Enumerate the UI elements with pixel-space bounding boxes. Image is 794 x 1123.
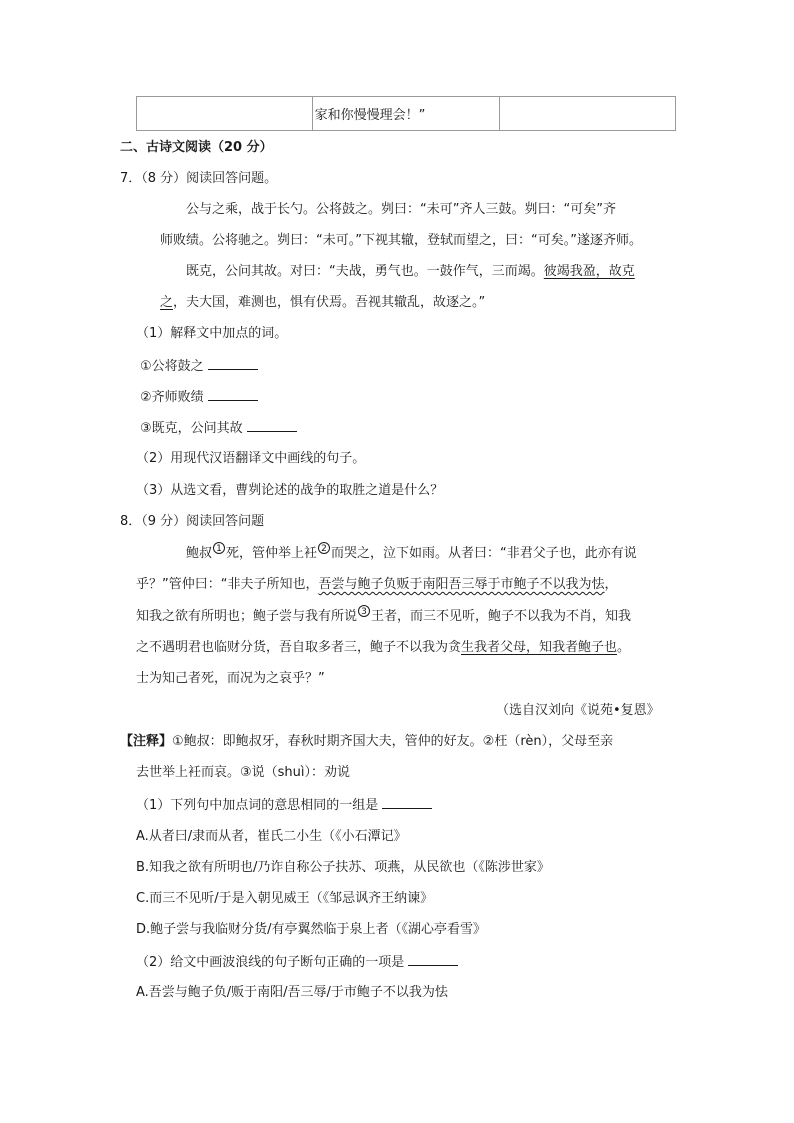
- question-text: （1）下列句中加点词的意思相同的一组是: [136, 798, 379, 813]
- question-text: （2）给文中画波浪线的句子断句正确的一项是: [136, 955, 405, 970]
- q8-option-d[interactable]: D.鲍子尝与我临财分货/有亭翼然临于泉上者（《湖心亭看雪》: [136, 922, 487, 937]
- passage-text: 死，管仲举上衽: [226, 546, 318, 561]
- q8-passage-line: [136, 639, 630, 657]
- answer-blank[interactable]: [382, 796, 432, 809]
- notes-label: 【注释】: [120, 734, 173, 749]
- q8-subquestion-1: [136, 796, 432, 815]
- item-text: ②齐师败绩: [140, 390, 204, 405]
- q7-subquestion-2: （2）用现代汉语翻译文中画线的句子。: [136, 451, 366, 466]
- underlined-sentence: 之: [160, 295, 174, 310]
- q7-passage-line: [160, 294, 485, 312]
- q8-notes-line: 去世举上衽而哀。③说（shuì）：劝说: [136, 765, 351, 780]
- q8-passage-line: 士为知己者死，而况为之哀乎？”: [136, 671, 325, 686]
- passage-text: 乎？”管仲曰：“非夫子所知也，: [136, 577, 319, 592]
- q8-subquestion-2: [136, 953, 458, 972]
- section-title: 二、古诗文阅读（20 分）: [120, 140, 273, 155]
- q7-item-1: [140, 357, 258, 376]
- passage-text: 知我之欲有所明也；鲍子尝与我有所说: [136, 609, 358, 624]
- q8-notes-line: [120, 733, 613, 751]
- passage-text: ，: [604, 577, 618, 592]
- q8-source: （选自汉刘向《说苑•复恩》: [496, 703, 660, 718]
- answer-blank[interactable]: [247, 419, 297, 432]
- footnote-marker: 2: [318, 542, 330, 554]
- answer-blank[interactable]: [208, 357, 258, 370]
- footnote-marker: 3: [358, 605, 370, 617]
- wavy-underlined-sentence: 吾尝与鲍子负贩于南阳吾三辱于市鲍子不以我为怯: [318, 577, 605, 592]
- q7-passage-line: 师败绩。公将驰之。刿曰：“未可。”下视其辙，登轼而望之，曰：“可矣。”遂逐齐师。: [160, 233, 642, 248]
- passage-text: 王者，而三不见听，鲍子不以我为不肖，知我: [371, 609, 632, 624]
- passage-text: 。: [617, 640, 631, 655]
- underlined-sentence: 生我者父母，知我者鲍子也: [461, 640, 618, 655]
- q8-option-b[interactable]: B.知我之欲有所明也/乃诈自称公子扶苏、项燕，从民欲也（《陈涉世家》: [136, 860, 550, 875]
- q7-item-3: [140, 419, 297, 438]
- table-row: [137, 97, 676, 131]
- q8-sub2-option-a[interactable]: A.吾尝与鲍子负/贩于南阳/吾三辱/于市鲍子不以我为怯: [136, 985, 448, 1000]
- table-cell-empty-left: [137, 97, 313, 131]
- passage-text: 既克，公问其故。对曰：“夫战，勇气也。一鼓作气，三而竭。: [186, 264, 544, 279]
- answer-blank[interactable]: [408, 953, 458, 966]
- q7-passage-line: 公与之乘，战于长勺。公将鼓之。刿曰：“未可”齐人三鼓。刿曰：“可矣”齐: [186, 202, 616, 217]
- passage-text: 而哭之，泣下如雨。从者曰：“非君父子也，此亦有说: [331, 546, 637, 561]
- q8-header: 8．（9 分）阅读回答问题: [120, 514, 265, 529]
- answer-table-fragment: [136, 96, 676, 131]
- q8-passage-line: [136, 576, 618, 594]
- passage-text: 鲍叔: [186, 546, 213, 561]
- q8-option-c[interactable]: C.而三不见听/于是入朝见威王（《邹忌讽齐王纳谏》: [136, 891, 434, 906]
- table-cell-text: 家和你慢慢理会！”: [312, 97, 500, 131]
- table-cell-empty-right: [500, 97, 676, 131]
- q8-passage-line: [186, 545, 637, 563]
- footnote-marker: 1: [213, 542, 225, 554]
- item-text: ①公将鼓之: [140, 359, 204, 374]
- passage-text: 之不遇明君也临财分货，吾自取多者三，鲍子不以我为贪: [136, 640, 462, 655]
- q7-subquestion-1: （1）解释文中加点的词。: [136, 326, 288, 341]
- q7-item-2: [140, 388, 258, 407]
- q7-header: 7．（8 分）阅读回答问题。: [120, 171, 278, 186]
- q8-passage-line: [136, 608, 631, 626]
- q8-option-a[interactable]: A.从者曰/隶而从者，崔氏二小生（《小石潭记》: [136, 829, 407, 844]
- item-text: ③既克，公问其故: [140, 421, 243, 436]
- notes-text: ①鲍叔：即鲍叔牙，春秋时期齐国大夫，管仲的好友。②枉（rèn），父母至亲: [172, 734, 614, 749]
- answer-blank[interactable]: [208, 388, 258, 401]
- passage-text: ，夫大国，难测也，惧有伏焉。吾视其辙乱，故逐之。”: [173, 295, 486, 310]
- underlined-sentence: 彼竭我盈，故克: [543, 264, 635, 279]
- q7-passage-line: [186, 263, 635, 281]
- q7-subquestion-3: （3）从选文看，曹刿论述的战争的取胜之道是什么？: [136, 483, 444, 498]
